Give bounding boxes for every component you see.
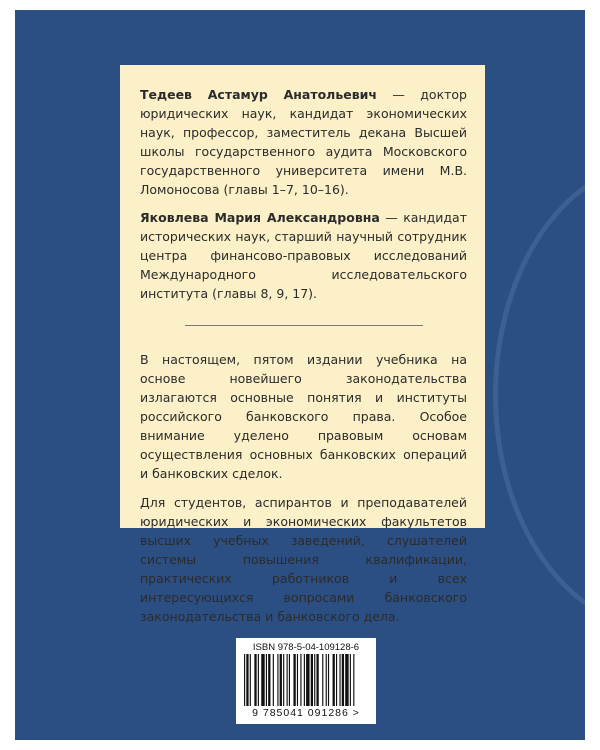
ean-digits: 9 785041 091286 > [252,707,360,719]
author-description: — кандидат исторических наук, старший научный сотрудник центра финансово-правовых исследований Международного исследовательского института (главы 8, 9, 17). [140,210,467,301]
isbn-label: ISBN 978-5-04-109128-6 [252,642,360,653]
author-description: — доктор юридических наук, кандидат экономических наук, профессор, заместитель декана Высшей школы государственного аудита Московского государственного университета имени М.В. Ломоносова (главы 1–7, 10–16). [140,87,467,197]
author-name: Яковлева Мария Александровна [140,210,380,225]
decorative-arc [493,160,585,630]
audience-paragraph: Для студентов, аспирантов и преподавателей юридических и экономических факультетов высших учебных заведений, слушателей системы повышения квалификации, практических работников и всех интересующихся вопросами банковского законодательства и банковского дела. [140,495,467,624]
annotation-panel [120,65,485,624]
author-bio-1 [140,85,467,199]
author-bio-2 [140,208,467,303]
description-paragraph: В настоящем, пятом издании учебника на основе новейшего законодательства излагаются основные понятия и институты российского банковского права. Особое внимание уделено правовым основам осуществления основных банковских операций и банковских сделок. [140,352,467,481]
barcode-bars [242,654,370,706]
barcode [236,638,376,724]
author-name: Тедеев Астамур Анатольевич [140,87,377,102]
book-back-cover [15,10,585,740]
divider [185,325,423,326]
